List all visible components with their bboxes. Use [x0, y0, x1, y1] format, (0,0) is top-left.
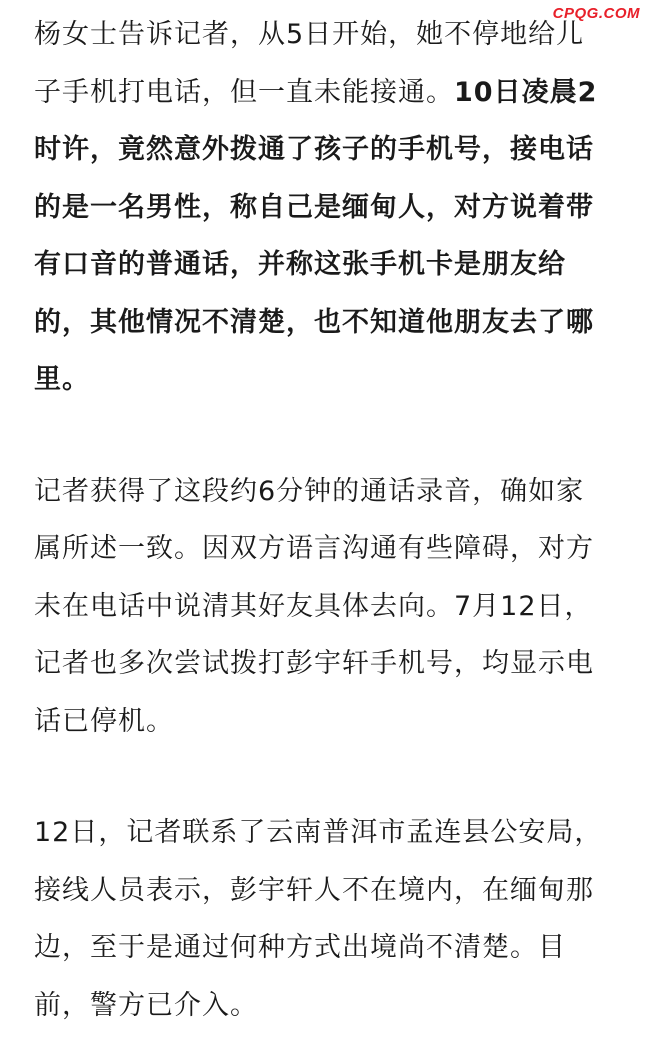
paragraph-2-line-2: 属所述一致。因双方语言沟通有些障碍，对方 — [34, 533, 594, 564]
paragraph-2-line-3: 未在电话中说清其好友具体去向。7月12日， — [34, 590, 593, 622]
paragraph-1-line-1: 杨女士告诉记者，从5日开始，她不停地给儿 — [34, 19, 585, 50]
paragraph-1-line-2 — [34, 64, 624, 122]
paragraph-3-line-3: 边，至于是通过何种方式出境尚不清楚。目 — [34, 932, 566, 963]
paragraph-3-line-2: 接线人员表示，彭宇轩人不在境内，在缅甸那 — [34, 874, 594, 906]
paragraph-1-line-7: 里。 — [34, 364, 90, 395]
paragraph-2-line-4: 记者也多次尝试拨打彭宇轩手机号，均显示电 — [34, 648, 594, 679]
paragraph-1-line-2-bold: 10日凌晨2 — [454, 76, 598, 108]
site-watermark: CPQG.COM — [552, 5, 640, 22]
paragraph-1-line-6: 的，其他情况不清楚，也不知道他朋友去了哪 — [34, 306, 594, 338]
paragraph-2 — [34, 463, 624, 751]
paragraph-1-line-5: 有口音的普通话，并称这张手机卡是朋友给 — [34, 249, 566, 280]
paragraph-1-line-2-normal: 子手机打电话，但一直未能接通。 — [34, 76, 454, 108]
paragraph-3 — [34, 804, 624, 1034]
paragraph-1 — [34, 6, 624, 409]
article-body — [34, 6, 624, 1034]
paragraph-3-line-1: 12日，记者联系了云南普洱市孟连县公安局， — [34, 817, 603, 848]
paragraph-2-line-1: 记者获得了这段约6分钟的通话录音，确如家 — [34, 475, 585, 507]
paragraph-1-line-4: 的是一名男性，称自己是缅甸人，对方说着带 — [34, 191, 594, 223]
paragraph-3-line-4: 前，警方已介入。 — [34, 989, 258, 1021]
paragraph-1-line-3: 时许，竟然意外拨通了孩子的手机号，接电话 — [34, 134, 594, 165]
paragraph-2-line-5: 话已停机。 — [34, 705, 174, 737]
